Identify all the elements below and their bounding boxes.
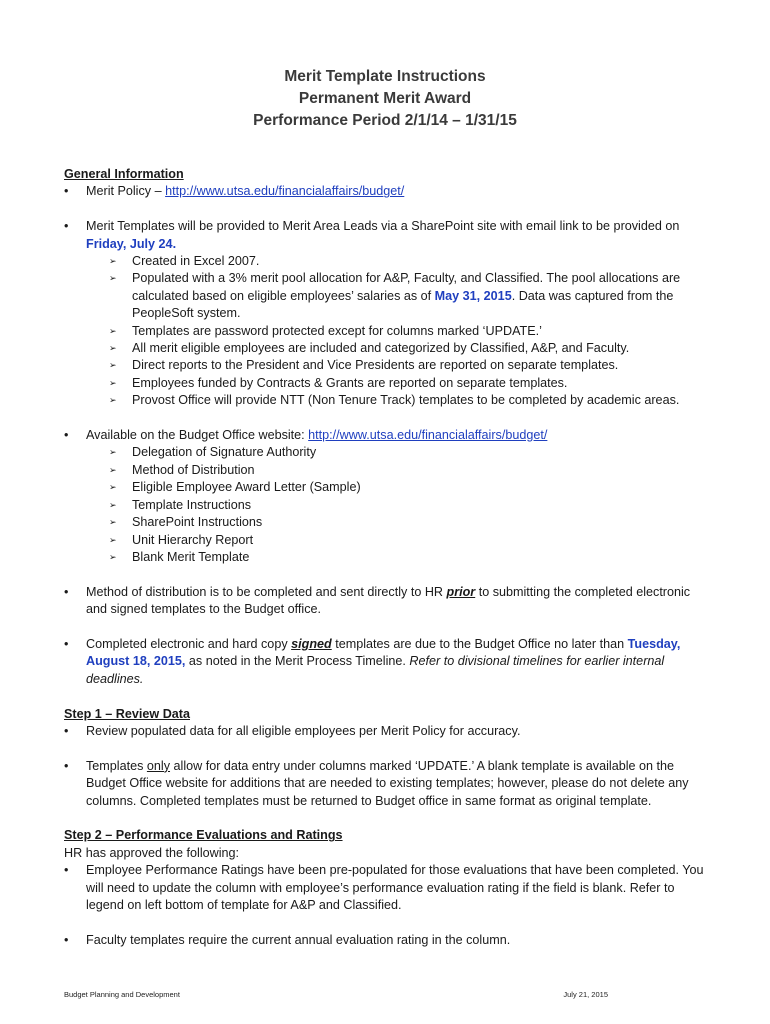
step2-intro: HR has approved the following:: [64, 845, 240, 860]
available-item: ➢ Method of Distribution: [109, 462, 714, 479]
document-body: [64, 166, 714, 949]
list-item-faculty: • Faculty templates require the current annual evaluation rating in the column.: [64, 932, 714, 949]
step2-list-1: [64, 862, 714, 914]
footer-left: Budget Planning and Development: [64, 990, 180, 999]
step2-list-2: [64, 932, 714, 949]
step1-list-2: [64, 758, 714, 810]
completed-signed: signed: [291, 636, 332, 651]
title-line-1: Merit Template Instructions: [284, 68, 486, 85]
sub-item-provost: ➢ Provost Office will provide NTT (Non Tenure Track) templates to be completed by academic areas.: [109, 392, 714, 409]
sub-item-eligible: ➢ All merit eligible employees are included and categorized by Classified, A&P, and Faculty.: [109, 340, 714, 357]
sub-item-direct: ➢ Direct reports to the President and Vice Presidents are reported on separate templates.: [109, 357, 714, 374]
templates-only-text-a: Templates: [86, 758, 147, 773]
footer-date: July 21, 2015: [563, 990, 608, 999]
merit-policy-label: Merit Policy –: [86, 184, 166, 199]
general-list-3: [64, 427, 714, 444]
available-item: ➢ SharePoint Instructions: [109, 514, 714, 531]
general-list-5: [64, 636, 714, 688]
populated-date: May 31, 2015: [434, 288, 512, 303]
sub-item-contracts: ➢ Employees funded by Contracts & Grants are reported on separate templates.: [109, 375, 714, 392]
populated-text-a: Populated with a 3% merit pool allocation for A&P, Faculty, and Classified. The pool allocations are calculated based on eligible employees’ salaries as of: [132, 271, 681, 303]
available-item: ➢ Eligible Employee Award Letter (Sample): [109, 479, 714, 496]
available-item: ➢ Template Instructions: [109, 497, 714, 514]
title-block: [0, 66, 770, 132]
merit-policy-link[interactable]: http://www.utsa.edu/financialaffairs/budget/: [165, 184, 405, 199]
general-information-heading: General Information: [64, 167, 184, 181]
list-item-method: [64, 584, 714, 619]
method-text-a: Method of distribution is to be completed and sent directly to HR: [86, 584, 447, 599]
list-item-review: • Review populated data for all eligible employees per Merit Policy for accuracy.: [64, 723, 714, 740]
available-text: Available on the Budget Office website:: [86, 428, 309, 443]
step1-heading: Step 1 – Review Data: [64, 706, 190, 721]
completed-text-b: templates are due to the Budget Office no later than: [331, 636, 628, 651]
templates-date-period: .: [172, 236, 177, 251]
sub-item-password: ➢ Templates are password protected except for columns marked ‘UPDATE.’: [109, 323, 714, 340]
available-item: ➢ Delegation of Signature Authority: [109, 444, 714, 461]
completed-text-a: Completed electronic and hard copy: [86, 636, 292, 651]
list-item-available: [64, 427, 714, 444]
list-item-merit-templates: [64, 218, 714, 253]
list-item-ratings: • Employee Performance Ratings have been pre-populated for those evaluations that have been completed. You will need to update the column with employee’s performance evaluation rating if the field is blank. Refer to legend on left bottom of template for A&P and Classified.: [64, 862, 714, 914]
templates-only-text-b: allow for data entry under columns marked ‘UPDATE.’ A blank template is available on the Budget Office website for additions that are needed to existing templates; however, please do not delete any columns. Completed templates must be returned to Budget office in same format as original template.: [86, 758, 689, 808]
method-prior: prior: [446, 584, 476, 599]
general-list-2: [64, 218, 714, 253]
completed-italic-note: Refer to divisional timelines for earlier internal deadlines.: [86, 654, 665, 686]
sub-item-excel: ➢ Created in Excel 2007.: [109, 253, 714, 270]
budget-office-link[interactable]: http://www.utsa.edu/financialaffairs/budget/: [308, 428, 548, 443]
list-item-merit-policy: [64, 183, 714, 200]
method-text-b: to submitting the completed electronic and signed templates to the Budget office.: [86, 584, 691, 617]
populated-text-b: . Data was captured from the PeopleSoft system.: [132, 288, 674, 321]
general-list-4: [64, 584, 714, 619]
list-item-completed: [64, 636, 714, 688]
templates-only-word: only: [146, 758, 171, 773]
available-sublist: [64, 444, 714, 566]
completed-text-c: as noted in the Merit Process Timeline.: [185, 654, 410, 669]
list-item-templates-only: [64, 758, 714, 810]
templates-text: Merit Templates will be provided to Merit Area Leads via a SharePoint site with email link to be provided on: [86, 219, 680, 234]
available-item: ➢ Unit Hierarchy Report: [109, 532, 714, 549]
general-list-1: [64, 183, 714, 200]
title-line-2: Permanent Merit Award: [298, 90, 472, 107]
sub-item-populated: [109, 270, 714, 322]
available-item: ➢ Blank Merit Template: [109, 549, 714, 566]
step2-heading: Step 2 – Performance Evaluations and Ratings: [64, 828, 343, 843]
templates-date: Friday, July 24: [86, 236, 173, 251]
title-line-3: Performance Period 2/1/14 – 1/31/15: [253, 112, 517, 129]
step1-list-1: [64, 723, 714, 740]
completed-date: Tuesday, August 18, 2015,: [86, 636, 681, 669]
templates-sublist: [64, 253, 714, 410]
